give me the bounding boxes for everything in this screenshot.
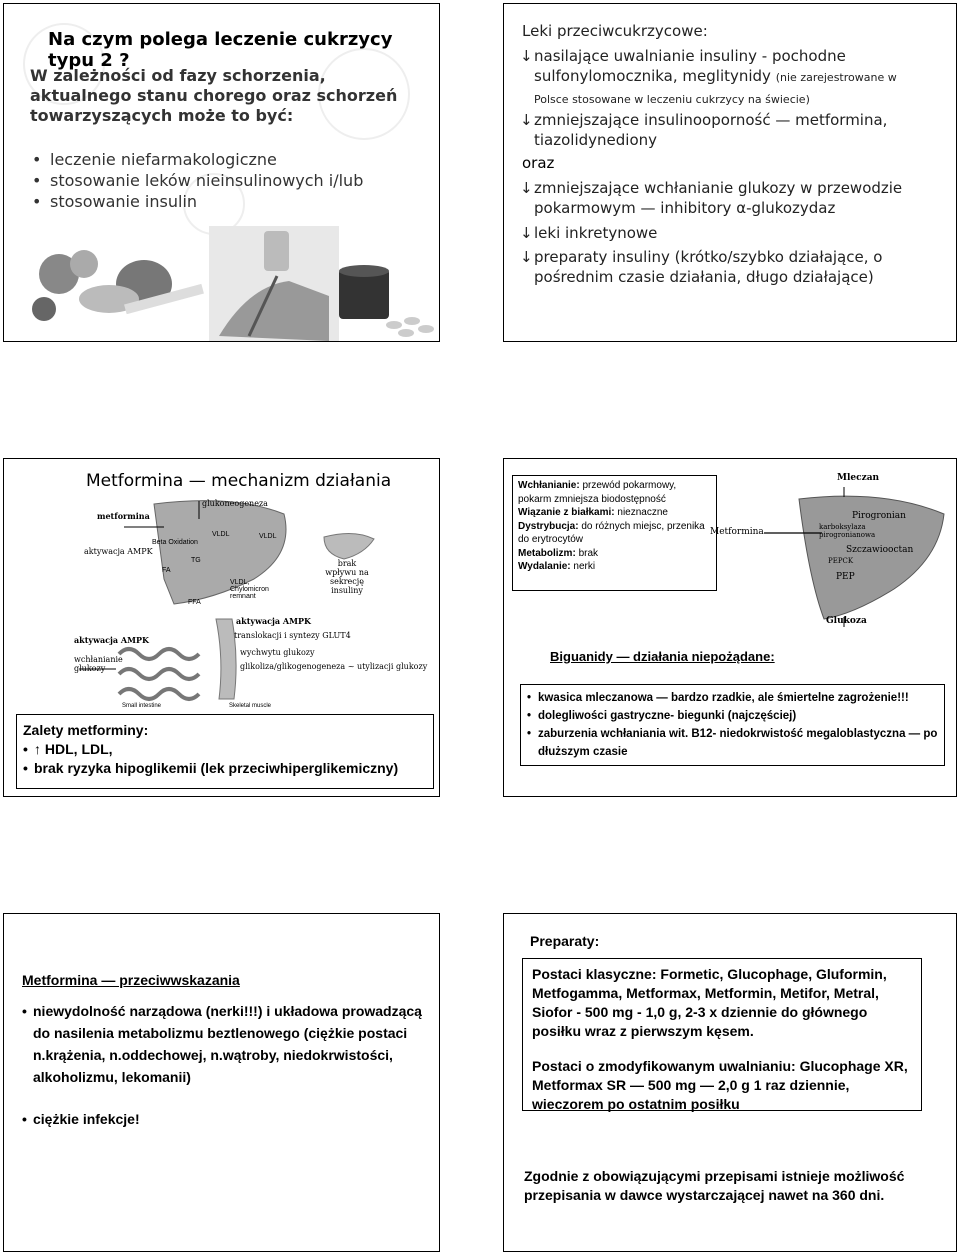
pharmacokinetics-box [512, 475, 717, 591]
slide-title: Na czym polega leczenie cukrzycy typu 2 ? [48, 29, 393, 71]
label-glukoneogeneza: glukoneogeneza [202, 499, 268, 508]
intro-text: W zależności od fazy schorzenia, aktualnego stanu chorego oraz schorzeń towarzyszących może to być: [30, 66, 398, 125]
drug-class-item [520, 46, 950, 110]
section-title: Preparaty: [530, 933, 600, 949]
slide-preparations [503, 913, 957, 1252]
drug-class-item [520, 110, 950, 150]
adverse-effects-title: Biguanidy — działania niepożądane: [550, 649, 775, 664]
insulin-injection-photo [209, 226, 339, 341]
advantage-text: HDL, LDL, [44, 741, 113, 757]
label-beta-oxidation: Beta Oxidation [152, 539, 198, 546]
pk-text: nerki [573, 561, 596, 572]
treatment-list [30, 149, 363, 212]
label-vldl-chylomicron: VLDL, Chylomicron remnant [230, 579, 269, 600]
advantage-item: • brak ryzyka hipoglikemii (lek przeciwhiperglikemiczny) [23, 759, 427, 778]
vegetables-photo [14, 239, 204, 329]
label-karboksylaza: karboksylaza pirogronianowa [819, 523, 876, 539]
item-text: nasilające uwalnianie insuliny - pochodne sulfonylomocznika, meglitynidy [534, 47, 846, 85]
list-item: • stosowanie insulin [30, 191, 363, 212]
advantages-title: Zalety metforminy: [23, 722, 149, 738]
label-wchlanianie: wchłanianie glukozy [74, 655, 123, 673]
label-skeletal-muscle: Skeletal muscle [229, 703, 272, 709]
slide-metformin-mechanism [3, 458, 440, 797]
pk-row [518, 479, 711, 506]
label-pirogronian: Pirogronian [852, 511, 906, 521]
list-item: • dolegliwości gastryczne- biegunki (najczęściej) [527, 707, 938, 725]
label-wychwyt: wychwytu glukozy [240, 648, 315, 657]
pk-row [518, 506, 711, 520]
footer-note: Zgodnie z obowiązującymi przepisami istnieje możliwość przepisania w dawce wystarczającej nawet na 360 dni. [524, 1168, 905, 1203]
item-text: leki inkretynowe [534, 224, 658, 242]
pk-row [518, 560, 711, 574]
item-text: preparaty insuliny (krótko/szybko działające, o pośrednim czasie działania, długo działające) [534, 248, 883, 286]
label-ffa: FFA [188, 599, 201, 606]
label-metformina: Metformina [710, 527, 764, 537]
pk-text: brak [578, 547, 599, 559]
pk-label: Wchłanianie: [518, 480, 580, 491]
slide-title: Metformina — mechanizm działania [86, 471, 392, 491]
advantages-box [16, 714, 434, 789]
list-item: • kwasica mleczanowa — bardzo rzadkie, ale śmiertelne zagrożenie!!! [527, 689, 938, 707]
liver-pathway-diagram [704, 469, 956, 639]
drug-class-item [520, 247, 950, 287]
pk-row [518, 547, 711, 561]
section-title: Metformina — przeciwwskazania [22, 972, 240, 988]
pill-bottle-photo [334, 259, 439, 339]
list-item: • niewydolność narządowa (nerki!!!) i układowa prowadzącą do nasilenia metabolizmu beztlenowego (ciężkie postaci n.krążenia, n.oddechowej, n.wątroby, niedokrwistości, alkoholizmu, lekomanii) [22, 1000, 422, 1088]
pk-text: nieznaczne [617, 507, 668, 518]
drug-class-item [520, 223, 950, 243]
label-aktywacja-ampk: aktywacja AMPK [84, 547, 153, 556]
section-heading: Leki przeciwcukrzycowe: [522, 22, 708, 40]
slide-treatment-overview [3, 3, 440, 342]
label-vldl-2: VLDL [259, 533, 277, 540]
drug-class-item [520, 178, 950, 218]
list-item: • zaburzenia wchłaniania wit. B12- niedokrwistość megaloblastyczna — po dłuższym czasie [527, 725, 938, 761]
label-aktywacja-ampk-intestine: aktywacja AMPK [74, 635, 149, 645]
adverse-effects-list [520, 684, 945, 766]
label-brak-wplywu: brak wpływu na sekrecję insuliny [325, 559, 369, 595]
pk-text: przewód pokarmowy, pokarm zmniejsza biodostępność [518, 480, 677, 505]
pk-label: Wydalanie: [518, 561, 571, 572]
label-aktywacja-ampk-muscle: aktywacja AMPK [236, 616, 311, 626]
advantage-item [23, 740, 427, 759]
label-tg: TG [191, 557, 201, 564]
arrow-down-bullet-icon: ↓ [520, 224, 533, 242]
label-szczawiooctan: Szczawiooctan [846, 545, 914, 555]
arrow-down-bullet-icon: ↓ [520, 179, 533, 197]
slide-contraindications [3, 913, 440, 1252]
label-metformina: metformina [97, 511, 150, 521]
paragraph-modified: Postaci o zmodyfikowanym uwalnianiu: Glucophage XR, Metformax SR — 500 mg — 2,0 g 1 raz dziennie, wieczorem po ostatnim posiłku [532, 1058, 908, 1112]
pk-label: Dystrybucja: [518, 520, 579, 532]
arrow-up-icon: ↑ [34, 741, 45, 757]
label-pepck: PEPCK [828, 557, 854, 565]
label-small-intestine: Small intestine [122, 703, 162, 709]
label-fa: FA [162, 567, 171, 574]
contraindications-content [22, 969, 422, 1130]
item-text: zmniejszające insulinooporność — metformina, tiazolidynediony [534, 111, 888, 149]
slide-metformin-pharmacokinetics [503, 458, 957, 797]
list-item: • leczenie niefarmakologiczne [30, 149, 363, 170]
item-text: zmniejszające wchłanianie glukozy w przewodzie pokarmowym — inhibitory α-glukozydaz [534, 179, 903, 217]
pk-label: Metabolizm: [518, 547, 576, 559]
connector-word: oraz [522, 154, 555, 172]
label-pep: PEP [836, 572, 855, 582]
pk-text: do różnych miejsc, przenika do erytrocytów [518, 520, 705, 545]
label-glukoza: Glukoza [826, 616, 867, 626]
label-translokacja: translokacji i syntezy GLUT4 [234, 631, 351, 640]
list-item: • stosowanie leków nieinsulinowych i/lub [30, 170, 363, 191]
label-mleczan: Mleczan [837, 473, 880, 483]
paragraph-classic: Postaci klasyczne: Formetic, Glucophage, Gluformin, Metfogamma, Metformax, Metformin, Metifor, Metral, Siofor - 500 mg - 1,0 g, 2-3 x dziennie do głównego posiłku wraz z pierwszym kęsem. [532, 966, 887, 1039]
pk-row [518, 520, 711, 547]
list-item: • ciężkie infekcje! [22, 1108, 422, 1130]
pk-label: Wiązanie z białkami: [518, 507, 615, 518]
label-glikoliza: glikoliza/glikogenogeneza ~ utylizacji glukozy [240, 662, 428, 671]
item-note: (nie zarejestrowane w Polsce stosowane w leczeniu cukrzycy na świecie) [534, 71, 897, 106]
label-vldl: VLDL [212, 531, 230, 538]
arrow-down-bullet-icon: ↓ [520, 47, 533, 65]
preparations-box [522, 958, 922, 1111]
arrow-down-bullet-icon: ↓ [520, 111, 533, 129]
arrow-down-bullet-icon: ↓ [520, 248, 533, 266]
slide-antidiabetic-drugs [503, 3, 957, 342]
